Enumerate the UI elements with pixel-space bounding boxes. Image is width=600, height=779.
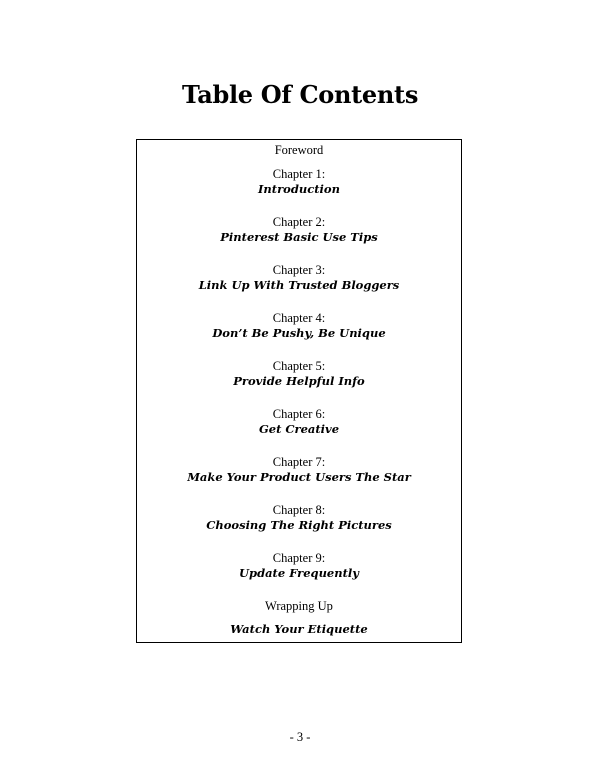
chapter-label: Chapter 5: [272,359,326,373]
chapter-title: Provide Helpful Info [233,374,365,388]
chapter-title: Introduction [258,182,340,196]
chapter-title: Pinterest Basic Use Tips [220,230,378,244]
chapter-label: Chapter 7: [272,455,326,469]
chapter-label: Chapter 8: [272,503,326,517]
chapter-title: Make Your Product Users The Star [187,470,411,484]
chapter-title: Get Creative [258,422,340,436]
chapter-label: Chapter 2: [272,215,326,229]
chapter-title: Don’t Be Pushy, Be Unique [212,326,386,340]
chapter-title: Link Up With Trusted Bloggers [198,278,400,292]
page-title: Table Of Contents [181,80,419,109]
table-of-contents [136,139,462,643]
toc-foreword: Foreword [274,143,324,157]
chapter-label: Chapter 4: [272,311,326,325]
chapter-title: Choosing The Right Pictures [206,518,392,532]
chapter-label: Chapter 1: [272,167,326,181]
chapter-label: Chapter 3: [272,263,326,277]
chapter-label: Chapter 9: [272,551,326,565]
toc-wrapping-up-title: Watch Your Etiquette [230,622,368,636]
chapter-label: Chapter 6: [272,407,326,421]
toc-wrapping-up-label: Wrapping Up [265,599,333,613]
chapter-title: Update Frequently [239,566,359,580]
page-number: - 3 - [289,730,311,744]
